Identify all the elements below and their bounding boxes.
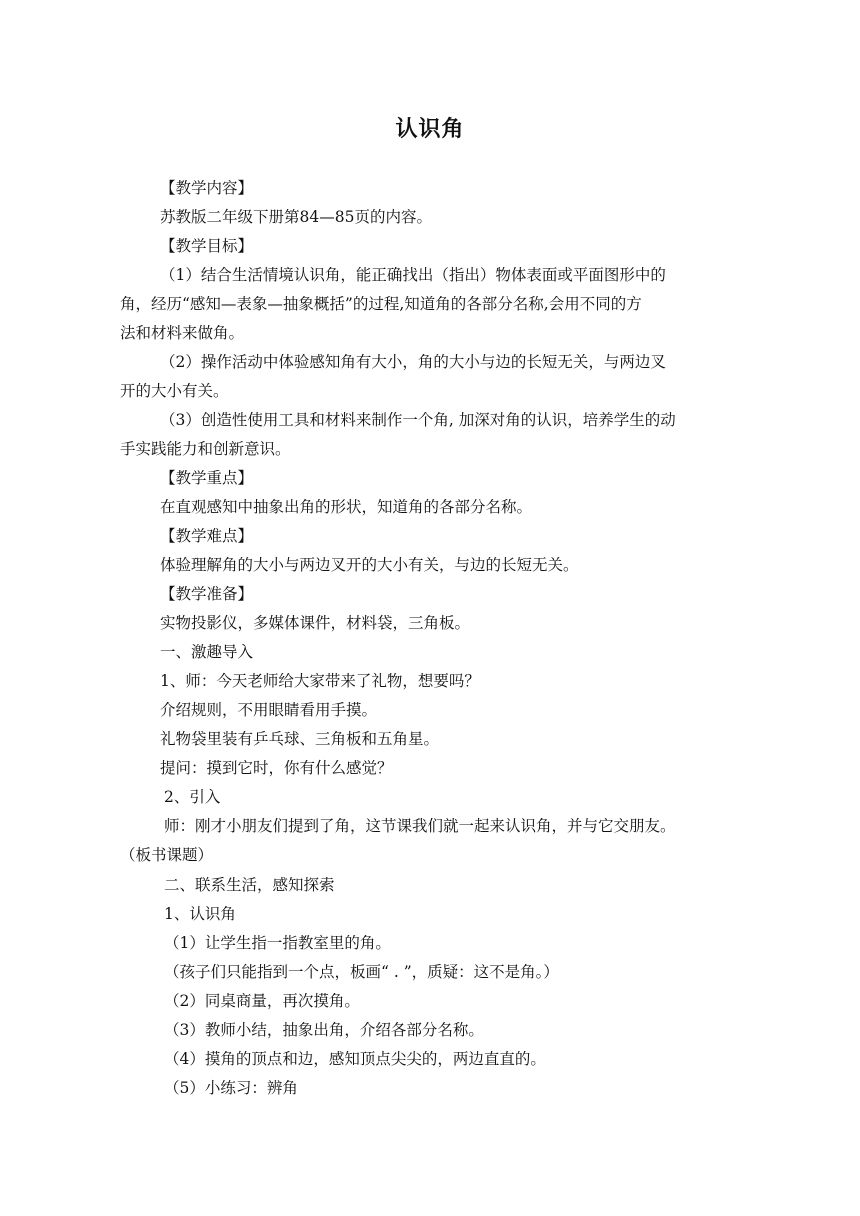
- paragraph: 提问：摸到它时，你有什么感觉？: [160, 759, 393, 777]
- section-heading-difficulties: 【教学难点】: [160, 527, 254, 545]
- paragraph: （4）摸角的顶点和边，感知顶点尖尖的，两边直直的。: [164, 1050, 546, 1068]
- paragraph: 师：刚才小朋友们提到了角，这节课我们就一起来认识角，并与它交朋友。: [164, 817, 676, 835]
- paragraph: 1、认识角: [164, 905, 236, 923]
- paragraph: 在直观感知中抽象出角的形状，知道角的各部分名称。: [160, 498, 533, 516]
- section-heading-key-points: 【教学重点】: [160, 469, 254, 487]
- paragraph: 法和材料来做角。: [120, 324, 245, 342]
- paragraph: （3）教师小结，抽象出角，介绍各部分名称。: [164, 1021, 484, 1039]
- paragraph: 实物投影仪，多媒体课件，材料袋，三角板。: [160, 614, 471, 632]
- paragraph: （2）操作活动中体验感知角有大小，角的大小与边的长短无关，与两边叉: [160, 353, 666, 371]
- paragraph: 2、引入: [164, 788, 221, 806]
- paragraph: （2）同桌商量，再次摸角。: [164, 992, 360, 1010]
- paragraph: （孩子们只能指到一个点，板画“ . ”，质疑：这不是角。）: [164, 963, 559, 981]
- paragraph: 介绍规则，不用眼睛看用手摸。: [160, 701, 378, 719]
- paragraph: （5）小练习：辨角: [164, 1079, 298, 1097]
- paragraph: 礼物袋里装有乒乓球、三角板和五角星。: [160, 730, 440, 748]
- paragraph: 苏教版二年级下册第84—85页的内容。: [160, 208, 432, 226]
- paragraph: 开的大小有关。: [120, 382, 229, 400]
- paragraph: 手实践能力和创新意识。: [120, 440, 291, 458]
- section-heading-explore: 二、联系生活，感知探索: [164, 876, 335, 894]
- paragraph: （板书课题）: [120, 846, 214, 864]
- paragraph: （1）结合生活情境认识角，能正确找出（指出）物体表面或平面图形中的: [160, 266, 666, 284]
- paragraph: （1）让学生指一指教室里的角。: [164, 934, 391, 952]
- paragraph: （3）创造性使用工具和材料来制作一个角, 加深对角的认识，培养学生的动: [160, 411, 676, 429]
- document-title: 认识角: [395, 116, 465, 142]
- paragraph: 1、师：今天老师给大家带来了礼物，想要吗？: [160, 672, 480, 690]
- paragraph: 体验理解角的大小与两边叉开的大小有关，与边的长短无关。: [160, 556, 579, 574]
- section-heading-intro: 一、激趣导入: [160, 643, 254, 661]
- section-heading-content: 【教学内容】: [160, 179, 254, 197]
- section-heading-objectives: 【教学目标】: [160, 237, 254, 255]
- section-heading-preparation: 【教学准备】: [160, 585, 254, 603]
- paragraph: 角，经历“感知—表象—抽象概括”的过程,知道角的各部分名称,会用不同的方: [120, 295, 642, 313]
